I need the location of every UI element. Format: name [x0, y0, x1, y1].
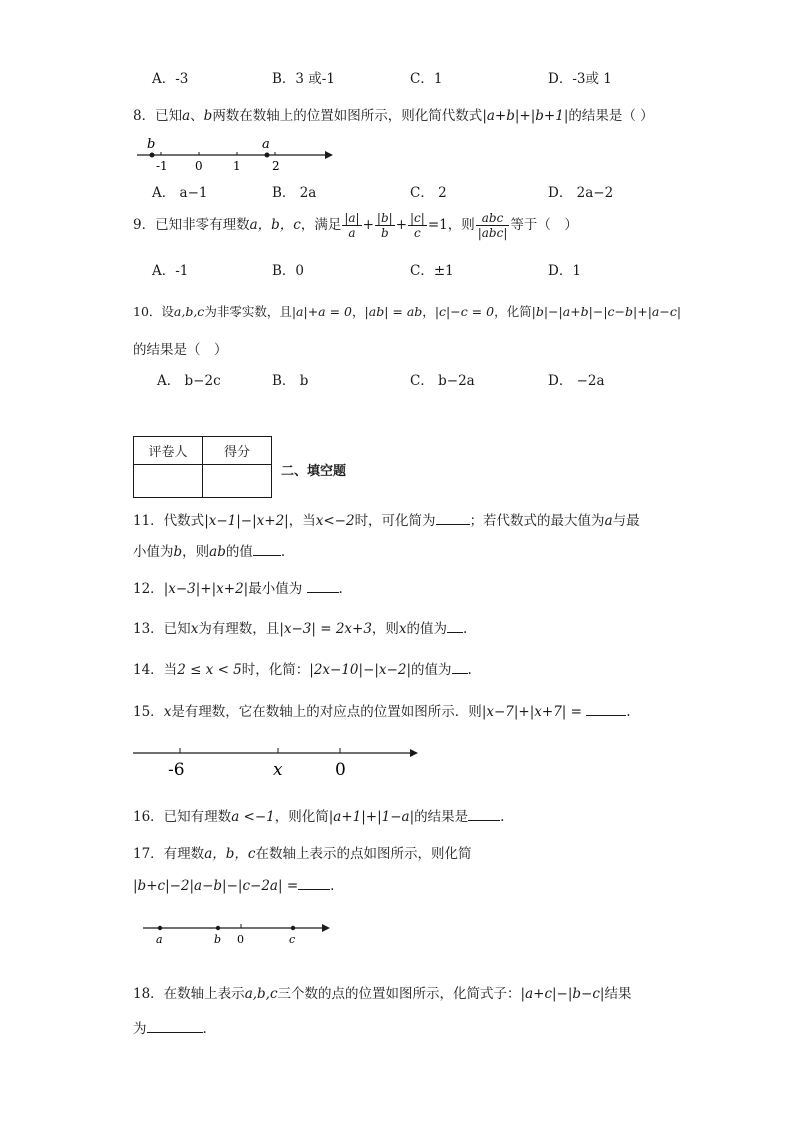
q18-stem-line2: 为 . [133, 1021, 207, 1037]
q9-option-b[interactable]: B．0 [272, 263, 305, 279]
q14-expression: |2x−10|−|x−2| [309, 662, 411, 678]
tick-label: 1 [233, 159, 241, 173]
fraction: $\frac{|c|}{c}$ [410, 211, 425, 240]
q18-stem: 18．在数轴上表示a,b,c三个数的点的位置如图所示，化简式子：|a+c|−|b−c|结果 [133, 986, 632, 1002]
q17-number-line [140, 918, 340, 950]
point-b-label: b [147, 137, 156, 152]
axis-arrow [410, 749, 418, 757]
q11-stem: 11．代数式|x−1|−|x+2|，当x<−2时，可化简为 ；若代数式的最大值为a与最 [133, 513, 640, 529]
point-b [150, 153, 155, 158]
axis-arrow [322, 924, 330, 932]
tick-label: 0 [195, 159, 203, 173]
answer-blank[interactable] [253, 543, 281, 556]
q16-stem: 16．已知有理数a <−1，则化简|a+1|+|1−a|的结果是 . [133, 809, 505, 825]
q18-expression: |a+c|−|b−c| [520, 986, 605, 1002]
q13-expression: |x−3| = 2x+3 [279, 621, 372, 637]
q7-option-b[interactable]: B．3 或-1 [272, 71, 335, 87]
q10-stem: 10．设a,b,c为非零实数，且|a|+a = 0，|ab| = ab，|c|−c = 0，化简|b|−|a+b|−|c−b|+|a−c| [133, 304, 682, 319]
tick-label: -6 [168, 760, 185, 780]
q9-option-c[interactable]: C．±1 [410, 263, 454, 279]
q17-stem-line2: |b+c|−2|a−b|−|c−2a| = . [133, 878, 335, 894]
point-a-label: a [156, 933, 163, 946]
q7-option-a[interactable]: A．-3 [152, 71, 189, 87]
answer-blank[interactable] [586, 703, 626, 716]
score-table-header-score: 得分 [203, 437, 272, 465]
q15-expression: |x−7|+|x+7| = [481, 704, 582, 720]
q8-stem: 8．已知a、b两数在数轴上的位置如图所示，则化简代数式|a+b|+|b+1|的结果是（ ） [133, 108, 654, 124]
q9-option-a[interactable]: A．-1 [152, 263, 189, 279]
q11-stem-line2: 小值为b，则ab的值 . [133, 544, 286, 560]
q9-option-d[interactable]: D．1 [548, 263, 581, 279]
q7-option-c[interactable]: C．1 [410, 71, 443, 87]
q9-stem: 9．已知非零有理数a，b，c，满足 $\frac{|a|}{a}$ + $\frac{|b|}{b}$ + $\frac{|c|}{c}$ =1，则 $\frac{\text{abc}}{\text{|abc|}}$ 等于（ ） [133, 211, 578, 240]
q14-stem: 14．当2 ≤ x < 5时，化简：|2x−10|−|x−2|的值为 . [133, 662, 472, 678]
point-x-label: x [273, 760, 283, 780]
q10-stem-line2: 的结果是（ ） [133, 342, 228, 358]
tick-label: 0 [335, 760, 346, 780]
q8-option-c[interactable]: C． 2 [410, 185, 447, 201]
q10-option-c[interactable]: C． b−2a [410, 373, 475, 389]
point-a [265, 153, 270, 158]
q9-options [0, 259, 794, 279]
q10-option-a[interactable]: A． b−2c [157, 373, 221, 389]
answer-blank[interactable] [298, 877, 330, 890]
q17-stem: 17．有理数a，b，c在数轴上表示的点如图所示，则化简 [133, 846, 472, 862]
q15-number-line [130, 742, 430, 782]
point-b-label: b [214, 933, 222, 946]
answer-blank[interactable] [307, 580, 339, 593]
q8-options [0, 181, 794, 201]
q17-expression: |b+c|−2|a−b|−|c−2a| = [133, 878, 299, 894]
q8-number-line [133, 134, 343, 174]
answer-blank[interactable] [436, 512, 470, 525]
point-c-label: c [289, 933, 296, 946]
q16-expression: |a+1|+|1−a| [328, 809, 415, 825]
point-b [216, 926, 220, 930]
tick-label: 2 [272, 159, 280, 173]
fraction: $\frac{|a|}{a}$ [344, 211, 360, 240]
fraction: $\frac{|b|}{b}$ [376, 211, 393, 240]
q11-expression: |x−1|−|x+2| [204, 513, 289, 529]
section-title: 二、填空题 [281, 464, 347, 479]
score-table-header-grader: 评卷人 [134, 437, 203, 465]
q7-options [0, 67, 794, 87]
q8-expression: |a+b|+|b+1| [482, 108, 569, 124]
q13-stem: 13．已知x为有理数，且|x−3| = 2x+3，则x的值为 . [133, 621, 468, 637]
q12-expression: |x−3|+|x+2| [163, 581, 249, 597]
q8-option-d[interactable]: D． 2a−2 [548, 185, 614, 201]
fraction: $\frac{\text{abc}}{\text{|abc|}}$ [477, 211, 508, 240]
q10-options [0, 369, 794, 389]
point-a-label: a [262, 137, 270, 152]
score-table [133, 436, 272, 498]
tick-label: 0 [237, 933, 244, 946]
point-c [291, 926, 295, 930]
point-a [158, 926, 162, 930]
q10-option-b[interactable]: B． b [272, 373, 309, 389]
q10-expression: |b|−|a+b|−|c−b|+|a−c| [531, 304, 682, 319]
answer-blank[interactable] [447, 620, 463, 633]
score-table-score-cell[interactable] [203, 465, 272, 498]
axis-arrow [325, 151, 333, 159]
q10-option-d[interactable]: D． −2a [548, 373, 605, 389]
q15-stem: 15．x是有理数，它在数轴上的对应点的位置如图所示．则|x−7|+|x+7| = . [133, 704, 631, 720]
q7-option-d[interactable]: D．-3或 1 [548, 71, 612, 87]
tick-label: -1 [156, 159, 168, 173]
q8-option-b[interactable]: B． 2a [272, 185, 317, 201]
answer-blank[interactable] [452, 661, 468, 674]
q12-stem: 12．|x−3|+|x+2|最小值为 . [133, 581, 343, 597]
score-table-grader-cell[interactable] [134, 465, 203, 498]
answer-blank[interactable] [147, 1020, 203, 1033]
answer-blank[interactable] [468, 808, 500, 821]
q8-option-a[interactable]: A． a−1 [152, 185, 208, 201]
